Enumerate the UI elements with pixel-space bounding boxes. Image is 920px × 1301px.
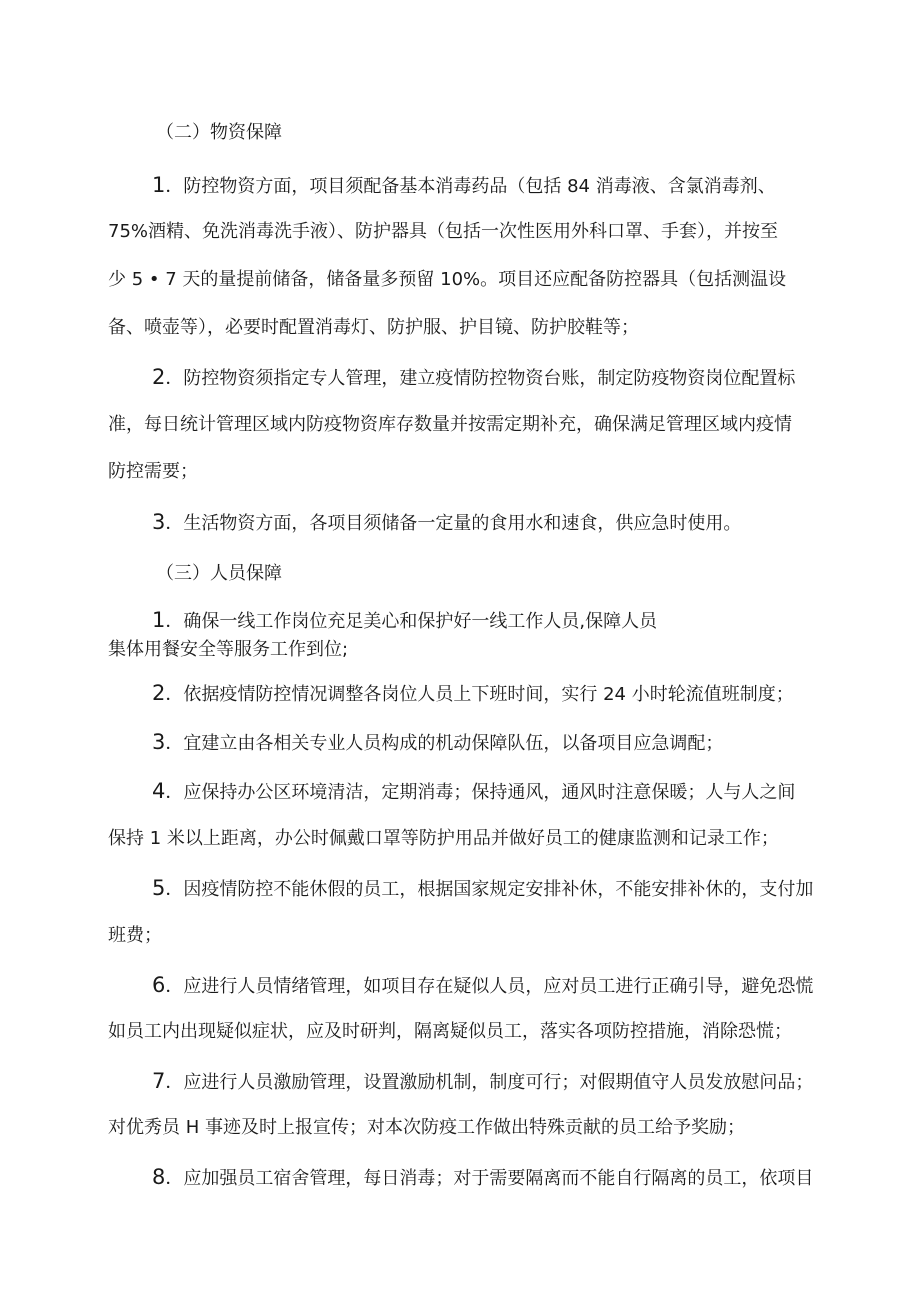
item-text: ．因疫情防控不能休假的员工，根据国家规定安排补休，不能安排补休的，支付加 — [165, 879, 814, 900]
item-text: ．应进行人员情绪管理，如项目存在疑似人员，应对员工进行正确引导，避免恐慌 — [165, 976, 814, 997]
item-number: 3 — [152, 510, 166, 534]
item-text: ．防控物资须指定专人管理，建立疫情防控物资台账，制定防疫物资岗位配置标 — [165, 368, 796, 389]
list-item-line: 集体用餐安全等服务工作到位; — [108, 639, 349, 660]
list-item-line: 防控需要； — [108, 461, 198, 482]
item-number: 1 — [152, 608, 166, 632]
list-item-first-line — [152, 778, 795, 806]
section-heading-3: （三）人员保障 — [156, 563, 282, 584]
list-item-line: 准，每日统计管理区域内防疫物资库存数量并按需定期补充，确保满足管理区域内疫情 — [108, 414, 792, 435]
list-item-line: 75%酒精、免洗消毒洗手液）、防护器具（包括一次性医用外科口罩、手套），并按至 — [108, 221, 779, 242]
item-text: ．防控物资方面，项目须配备基本消毒药品（包括 84 消毒液、含氯消毒剂、 — [165, 176, 776, 197]
item-number: 5 — [152, 876, 166, 900]
list-item-line: 少 5 • 7 天的量提前储备，储备量多预留 10%。项目还应配备防控器具（包括测温设 — [108, 269, 787, 290]
item-text: ．宜建立由各相关专业人员构成的机动保障队伍，以备项目应急调配； — [165, 733, 724, 754]
item-number: 7 — [152, 1069, 166, 1093]
list-item-line: 班费； — [108, 925, 162, 946]
list-item-first-line — [152, 680, 794, 708]
item-text: ．确保一线工作岗位充足美心和保护好一线工作人员,保障人员 — [165, 611, 658, 632]
list-item-first-line — [152, 729, 723, 757]
item-text: ．生活物资方面，各项目须储备一定量的食用水和速食，供应急时使用。 — [165, 513, 742, 534]
item-text: ．应加强员工宿舍管理，每日消毒；对于需要隔离而不能自行隔离的员工，依项目 — [165, 1168, 814, 1189]
list-item-first-line — [152, 1068, 813, 1096]
list-item-first-line — [152, 364, 795, 392]
list-item-first-line — [152, 875, 813, 903]
list-item-line: 备、喷壶等），必要时配置消毒灯、防护服、护目镜、防护胶鞋等； — [108, 317, 639, 338]
list-item-first-line — [152, 972, 813, 1000]
list-item-line: 如员工内出现疑似症状，应及时研判，隔离疑似员工，落实各项防控措施，消除恐慌； — [108, 1021, 792, 1042]
item-number: 3 — [152, 730, 166, 754]
list-item-line: 保持 1 米以上距离，办公时佩戴口罩等防护用品并做好员工的健康监测和记录工作； — [108, 828, 779, 849]
item-number: 2 — [152, 681, 166, 705]
list-item-first-line — [152, 1164, 813, 1192]
item-text: ．依据疫情防控情况调整各岗位人员上下班时间，实行 24 小时轮流值班制度； — [165, 684, 794, 705]
list-item-first-line — [152, 509, 741, 537]
list-item-line: 对优秀员 H 事迹及时上报宣传；对本次防疫工作做出特殊贡献的员工给予奖励； — [108, 1117, 745, 1138]
item-number: 4 — [152, 779, 166, 803]
list-item-first-line — [152, 172, 776, 200]
item-text: ．应进行人员激励管理，设置激励机制，制度可行；对假期值守人员发放慰问品； — [165, 1072, 814, 1093]
item-number: 8 — [152, 1165, 166, 1189]
item-number: 6 — [152, 973, 166, 997]
list-item-first-line — [152, 607, 657, 635]
item-number: 2 — [152, 365, 166, 389]
item-text: ．应保持办公区环境清洁，定期消毒；保持通风，通风时注意保暖；人与人之间 — [165, 782, 796, 803]
item-number: 1 — [152, 173, 166, 197]
section-heading-2: （二）物资保障 — [156, 122, 282, 143]
